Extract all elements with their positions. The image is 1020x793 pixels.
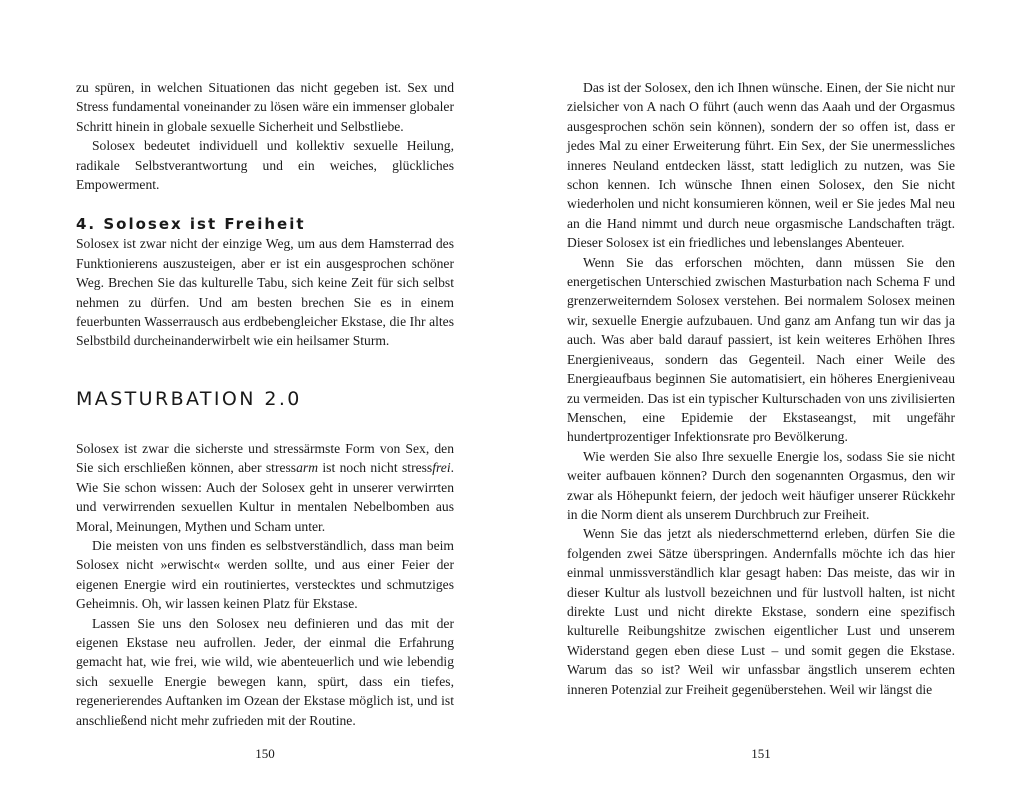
paragraph: Das ist der Solosex, den ich Ihnen wünsche. Einen, der Sie nicht nur zielsicher von A nach O führt (auch wenn das Aaah und der Orgasmus ausgesprochen schön sein können), sondern der so offen ist, dass er jedes Mal zu einer Erweiterung führt. Ein Sex, der Sie unermessliches inneres Neuland entdecken lässt, statt lediglich zu nutzen, was Sie schon kennen. Ich wünsche Ihnen einen Solosex, den Sie nicht wiederholen und nicht konsumieren können, weil er Sie jedes Mal neu an die Hand nimmt und durch neue orgasmische Landschaften trägt. Dieser Solosex ist ein friedliches und lebenslanges Abenteuer. <box>567 80 955 251</box>
paragraph: Wie werden Sie also Ihre sexuelle Energie los, sodass Sie sie nicht weiter aufbauen können? Durch den sogenannten Orgasmus, den wir zwar als Höhepunkt feiern, der jedoch weit häufiger unserer Rückkehr in die Norm dient als unserem Durchbruch zur Freiheit. <box>567 448 955 522</box>
paragraph: Solosex ist zwar die sicherste und stressärmste Form von Sex, den Sie sich erschließen können, aber stressarm ist noch nicht stressfrei. Wie Sie schon wissen: Auch der Solosex geht in unserer verwirrten und verwirrenden sexuellen Kultur in mentalen Nebelbomben aus Moral, Meinungen, Mythen und Scham unter. <box>76 440 454 534</box>
emphasis: arm <box>296 460 319 476</box>
paragraph: Lassen Sie uns den Solosex neu definieren und das mit der eigenen Ekstase neu aufrollen. Jeder, der einmal die Erfahrung gemacht hat, wie frei, wie wild, wie abenteuerlich und wie lebendig sich sexuelle Energie bewegen kann, spürt, dass ein tiefes, regenerierendes Auftanken im Ozean der Ekstase möglich ist, und ist anschließend nicht mehr zufrieden mit der Routine. <box>76 615 454 728</box>
right-page <box>510 0 1020 793</box>
page-number: 150 <box>255 746 275 761</box>
paragraph: Solosex ist zwar nicht der einzige Weg, um aus dem Hamsterrad des Funktionierens auszusteigen, aber er ist ein ausgesprochen schöner Weg. Brechen Sie das kulturelle Tabu, sich keine Zeit für sich selbst nehmen zu dürfen. Und am besten brechen Sie es in einem feuerbunten Wasserrausch aus erdbebengleicher Ekstase, die Ihr altes Selbstbild durcheinanderwirbelt wie ein heilsamer Sturm. <box>76 236 454 349</box>
paragraph: Wenn Sie das jetzt als niederschmetternd erleben, dürfen Sie die folgenden zwei Sätze überspringen. Andernfalls möchte ich das hier einmal unmissverständlich klar gesagt haben: Das meiste, das wir in dieser Kultur als lustvoll bezeichnen und für lustvoll halten, ist nicht direkte Lust und nicht direkte Ekstase, sondern eine spezifisch kulturelle Reibungshitze zwischen eigentlicher Lust und unserem Widerstand gegen eben diese Lust – und somit gegen die Ekstase. Warum das so ist? Weil wir unfassbar ängstlich unserem echten inneren Potenzial zur Freiheit gegenüberstehen. Weil wir längst die <box>567 526 955 697</box>
page-number: 151 <box>751 746 771 761</box>
chapter-heading: MASTURBATION 2.0 <box>76 387 302 410</box>
paragraph: zu spüren, in welchen Situationen das nicht gegeben ist. Sex und Stress fundamental voneinander zu lösen wäre ein immenser globaler Schritt hinein in globale sexuelle Sicherheit und Selbstliebe. <box>76 80 454 134</box>
emphasis: frei <box>432 460 451 476</box>
paragraph: Die meisten von uns finden es selbstverständlich, dass man beim Solosex nicht »erwischt« werden sollte, und aus einer Feier der eigenen Energie wird ein routiniertes, verstecktes und schmutziges Geheimnis. Oh, wir lassen keinen Platz für Ekstase. <box>76 537 454 612</box>
right-text-column <box>567 78 955 699</box>
section-heading: 4. Solosex ist Freiheit <box>76 215 306 234</box>
paragraph: Wenn Sie das erforschen möchten, dann müssen Sie den energetischen Unterschied zwischen Masturbation nach Schema F und grenzerweiterndem Solosex verstehen. Bei normalem Solosex meinen wir, sexuelle Energie aufzubauen. Und ganz am Anfang tun wir das ja auch. Was aber bald darauf passiert, ist kein weiteres Erhöhen Ihres Energieniveaus, sondern das Gegenteil. Nach einer Weile des Energieaufbaus beginnen Sie automatisiert, ein höheres Energieniveau zu vermeiden. Das ist ein typischer Kulturschaden von uns zivilisierten Menschen, eine Epidemie der Ekstaseangst, mit ungefähr hundertprozentiger Infektionsrate pro Bevölkerung. <box>567 254 955 445</box>
paragraph: Solosex bedeutet individuell und kollektiv sexuelle Heilung, radikale Selbstverantwortung und ein weiches, glückliches Empowerment. <box>76 138 454 193</box>
left-text-column <box>76 78 454 730</box>
